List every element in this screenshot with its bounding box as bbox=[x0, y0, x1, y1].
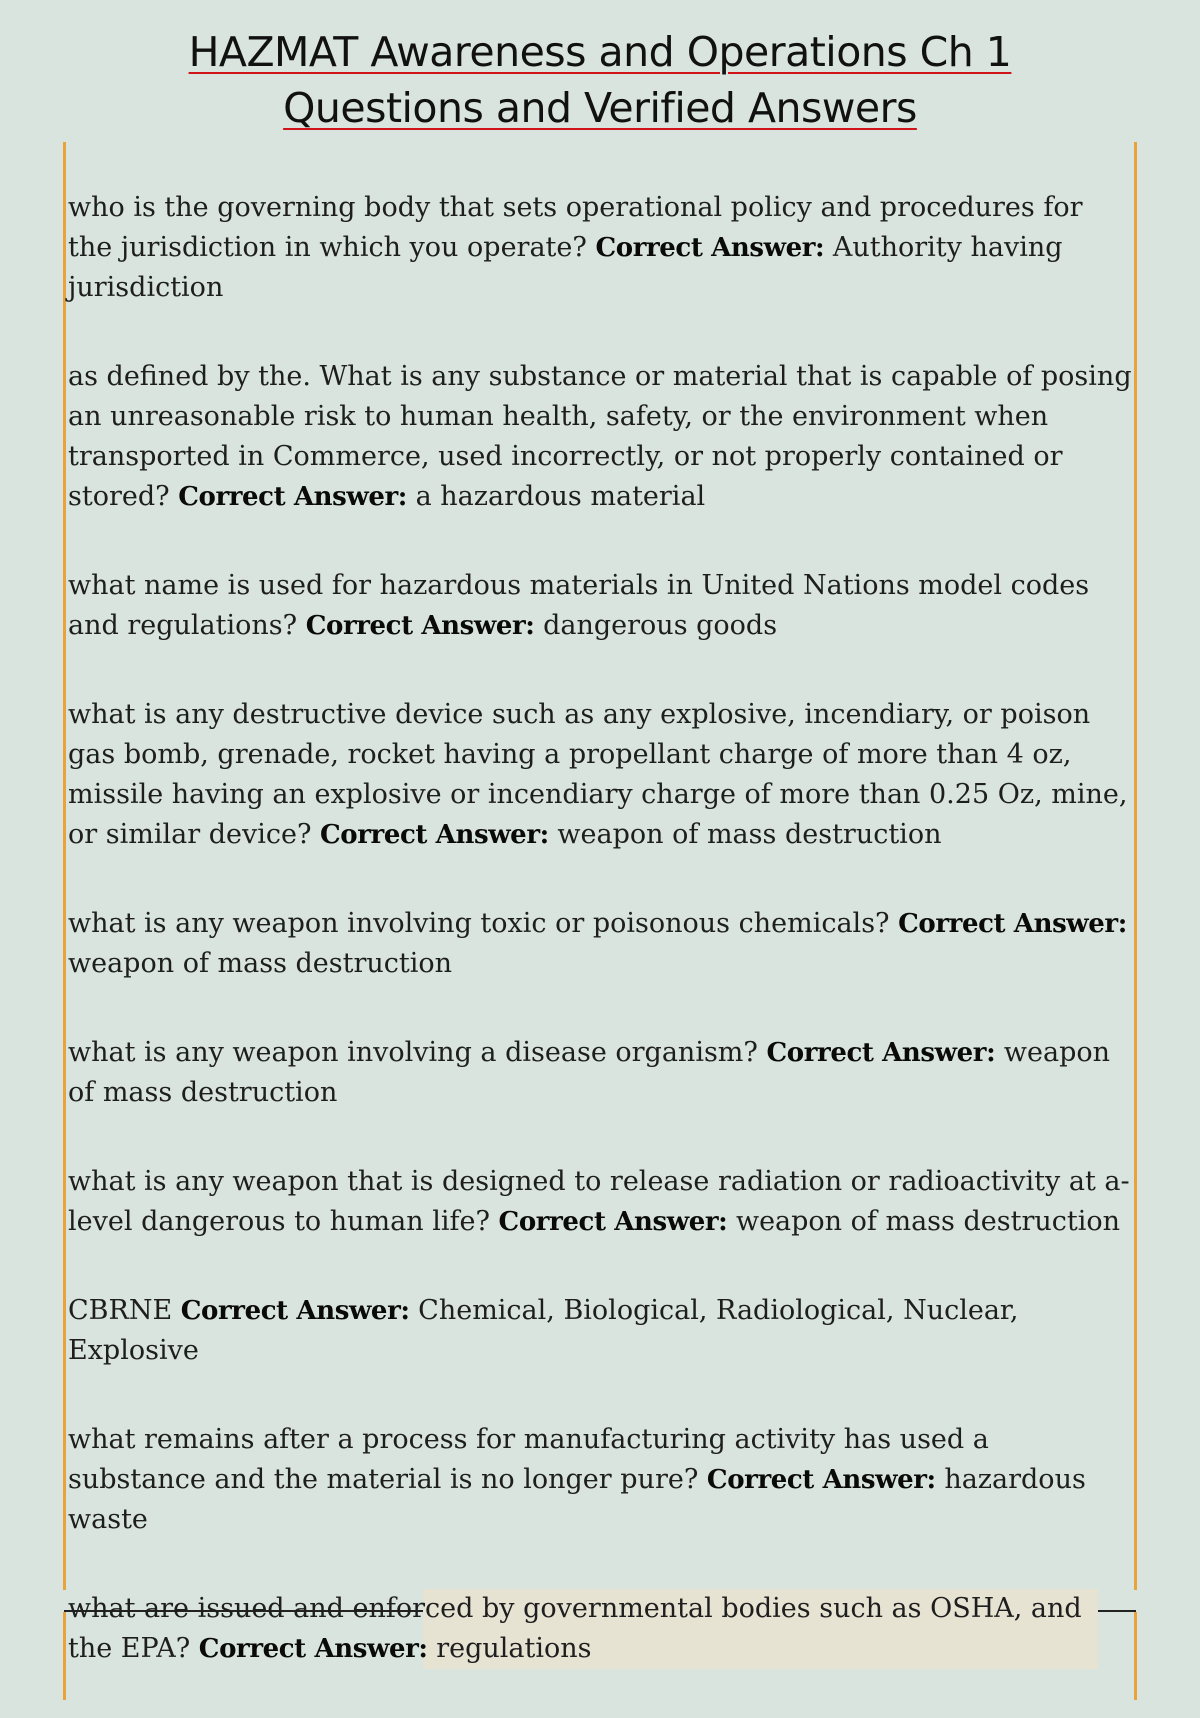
qa-item bbox=[68, 357, 1134, 517]
right-border-line bbox=[1134, 142, 1137, 1590]
right-border-line-lower bbox=[1134, 1612, 1137, 1700]
answer-label: Correct Answer: bbox=[898, 909, 1127, 939]
answer-label: Correct Answer: bbox=[766, 1038, 996, 1068]
answer-text: weapon of mass destruction bbox=[68, 1037, 1111, 1108]
answer-text: dangerous goods bbox=[543, 610, 778, 641]
answer-text: a hazardous material bbox=[415, 481, 706, 512]
answer-label: Correct Answer: bbox=[198, 1634, 428, 1664]
answer-text: weapon of mass destruction bbox=[557, 819, 942, 850]
left-border-line-lower bbox=[63, 1612, 66, 1700]
qa-item bbox=[68, 1589, 1134, 1669]
answer-text: weapon of mass destruction bbox=[68, 948, 453, 979]
question-text: CBRNE bbox=[68, 1295, 173, 1326]
qa-list bbox=[68, 188, 1134, 1718]
question-text: what is any weapon that is designed to release radiation or radioactivity at a-level dangerous to human life? bbox=[68, 1166, 1130, 1237]
answer-text: Authority having jurisdiction bbox=[68, 232, 1063, 303]
answer-label: Correct Answer: bbox=[498, 1207, 728, 1237]
left-border-line bbox=[63, 142, 66, 1590]
qa-item bbox=[68, 904, 1134, 984]
qa-item bbox=[68, 1420, 1134, 1540]
qa-item bbox=[68, 1033, 1134, 1113]
question-text: what is any destructive device such as any explosive, incendiary, or poison gas bomb, grenade, rocket having a propellant charge of more than 4 oz, missile having an explosive or incendiary charge of more than 0.25 Oz, mine, or similar device? bbox=[68, 699, 1128, 850]
qa-item bbox=[68, 1162, 1134, 1242]
answer-label: Correct Answer: bbox=[178, 482, 408, 512]
answer-label: Correct Answer: bbox=[706, 1465, 936, 1495]
question-text: what name is used for hazardous materials in United Nations model codes and regulations? bbox=[68, 570, 1090, 641]
qa-item bbox=[68, 188, 1134, 308]
answer-text: regulations bbox=[436, 1633, 592, 1664]
question-text: what are issued and enforced by governmental bodies such as OSHA, and the EPA? bbox=[68, 1593, 1082, 1664]
answer-label: Correct Answer: bbox=[595, 233, 825, 263]
answer-label: Correct Answer: bbox=[305, 611, 535, 641]
page-title bbox=[60, 24, 1140, 136]
question-text: who is the governing body that sets operational policy and procedures for the jurisdiction in which you operate? bbox=[68, 192, 1083, 263]
qa-item bbox=[68, 1291, 1134, 1371]
title-line-1: HAZMAT Awareness and Operations Ch 1 bbox=[188, 28, 1012, 76]
answer-text: hazardous waste bbox=[68, 1464, 1086, 1535]
answer-text: weapon of mass destruction bbox=[735, 1206, 1120, 1237]
qa-item bbox=[68, 695, 1134, 855]
question-text: what is any weapon involving toxic or poisonous chemicals? bbox=[68, 908, 890, 939]
answer-label: Correct Answer: bbox=[320, 820, 549, 850]
question-text: as defined by the. What is any substance or material that is capable of posing an unreasonable risk to human health, safety, or the environment when transported in Commerce, used incorrectly, or not properly contained or stored? bbox=[68, 361, 1132, 512]
qa-item bbox=[68, 566, 1134, 646]
question-text: what is any weapon involving a disease organism? bbox=[68, 1037, 758, 1068]
question-text: what remains after a process for manufacturing activity has used a substance and the material is no longer pure? bbox=[68, 1424, 989, 1495]
answer-text: Chemical, Biological, Radiological, Nuclear, Explosive bbox=[68, 1295, 1019, 1366]
title-line-2: Questions and Verified Answers bbox=[283, 84, 917, 132]
answer-label: Correct Answer: bbox=[180, 1296, 410, 1326]
